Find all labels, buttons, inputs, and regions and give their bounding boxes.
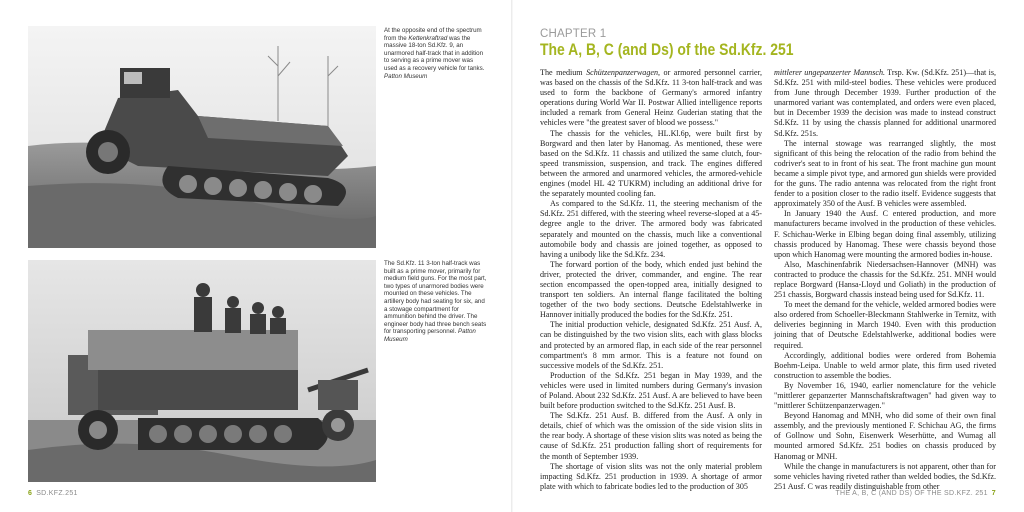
folio-right	[835, 490, 996, 497]
running-head: SD.KFZ.251	[36, 490, 78, 497]
photo-sdkfz-11	[28, 260, 376, 482]
body-paragraph	[774, 209, 996, 259]
caption-text-2: was the massive 18-ton Sd.Kfz. 9, an unarmored half-track that in addition to serving as a prime mover was used as a recovery vehicle for tanks.	[384, 34, 485, 72]
paragraph-text: Accordingly, additional bodies were ordered from Bohemia Boehm-Leipa. Unable to weld armor plate, this firm used riveted construction to assemble the bodies.	[774, 350, 996, 380]
photo-icon	[28, 26, 376, 248]
body-column-2	[774, 68, 996, 491]
body-paragraph	[774, 381, 996, 411]
paragraph-text: Also, Maschinenfabrik Niedersachsen-Hannover (MNH) was contracted to produce the chassis for the Sd.Kfz. 251. MNH would replace Borgward (Hansa-Lloyd und Goliath) in the production of 251 chassis, Borgward chassis instead being used for Sd.Kfz. 11.	[774, 259, 996, 300]
body-paragraph	[540, 68, 762, 129]
body-paragraph	[540, 411, 762, 461]
page-number: 7	[991, 490, 996, 497]
caption-text: The Sd.Kfz. 11 3-ton half-track was built as a prime mover, primarily for medium field guns. For the most part, two types of unarmored bodies were mounted on these vehicles. The artillery body had seating for six, and a stowage compartment for ammunition behind the driver. The engineer body had three bench seats for transporting personnel.	[384, 260, 487, 336]
paragraph-text: , or armored personnel carrier, was based on the chassis of the Sd.Kfz. 11 3-ton half-track and was used to form the backbone of Germany's armored infantry operations during World War II. Postwar Allied intelligence reports included a remark from General Heinz Guderian stating that the vehicles were "the greatest saver of blood we possess."	[540, 68, 762, 128]
photo-credit: Patton Museum	[384, 72, 428, 80]
body-paragraph	[540, 129, 762, 200]
paragraph-italic: Schützenpanzerwagen	[586, 68, 659, 77]
running-head: THE A, B, C (AND DS) OF THE SD.KFZ. 251	[835, 490, 988, 497]
body-paragraph	[774, 462, 996, 492]
body-paragraph	[774, 260, 996, 300]
paragraph-text: As compared to the Sd.Kfz. 11, the steering mechanism of the Sd.Kfz. 251 differed, with the steering wheel reverse-sloped at a 45-degree angle to the driver. The armored body was fabricated separately and mounted on the chassis, much like a conventional automobile body and chassis are joined together, as opposed to having a unibody like the Sd.Kfz. 234.	[540, 199, 762, 259]
paragraph-text: In January 1940 the Ausf. C entered production, and more manufacturers became involved in the production of these vehicles. F. Schichau-Werke in Elbing began doing final assembly, utilizing chassis produced by Hanomag. These were chassis beyond those upon which Hanomag were mounting the armored bodies in-house.	[774, 209, 996, 259]
paragraph-text: The internal stowage was rearranged slightly, the most significant of this being the relocation of the radio from behind the codriver's seat to in front of his seat. The front machine gun mount became a simple pivot type, and armored gun shields were provided for the guns. The radio antenna was relocated from the right front fender to a position closer to the radio itself. Evidence suggests that approximately 350 of the Ausf. B vehicles were assembled.	[774, 138, 996, 209]
folio-left	[28, 490, 78, 497]
body-paragraph	[774, 351, 996, 381]
paragraph-text: To meet the demand for the vehicle, welded armored bodies were also ordered from Schoeller-Bleckmann Stahlwerke in Ternitz, with deliveries beginning in March 1940. Even with this production joining that of Deutsche Edelstahlwerke, additional bodies were required.	[774, 300, 996, 350]
chapter-title: The A, B, C (and Ds) of the Sd.Kfz. 251	[540, 40, 794, 59]
photo-sdkfz-9	[28, 26, 376, 248]
paragraph-text: By November 16, 1940, earlier nomenclature for the vehicle "mittlerer gepanzerter Mannschaftskraftwagen" had given way to "mittlerer Schützenpanzerwagen."	[774, 380, 996, 411]
photo-icon	[28, 260, 376, 482]
caption-text: At the opposite end of the spectrum from the	[384, 27, 482, 42]
paragraph-text: The medium	[540, 68, 587, 77]
body-paragraph	[540, 462, 762, 492]
chapter-label: CHAPTER 1	[540, 28, 607, 40]
photo-credit: Patton Museum	[384, 328, 476, 343]
paragraph-text: The initial production vehicle, designated Sd.Kfz. 251 Ausf. A, can be distinguished by the two vision slits, each with glass blocks and protected by an armored flap, in each side of the rear personnel compartment's 8 mm armor. This is a feature not found on successive models of the Sd.Kfz. 251.	[540, 320, 762, 370]
page-number: 6	[28, 490, 33, 497]
paragraph-text: While the change in manufacturers is not apparent, other than for some vehicles having riveted rather than welded bodies, the Sd.Kfz. 251 Ausf. C was readily distinguishable from other	[774, 461, 996, 491]
paragraph-italic: mittlerer ungepanzerter Mannsch.	[774, 68, 886, 77]
body-paragraph	[774, 139, 996, 210]
body-paragraph	[540, 199, 762, 260]
paragraph-text: The chassis for the vehicles, HL.Kl.6p, were built first by Borgward and then later by Hanomag. As mentioned, these were based on the Sd.Kfz. 11 chassis and utilized the same clutch, four-speed transmission, suspension, and track. The engines differed between the armored and unarmored vehicles, the armored-vehicle engines (model HL 42 TUKRM) including an additional drive for the separately mounted cooling fan.	[540, 128, 762, 199]
caption-italic: Kettenkraftrad	[408, 34, 448, 42]
body-paragraph	[540, 320, 762, 370]
paragraph-text: The shortage of vision slits was not the only material problem impacting Sd.Kfz. 251 production in 1939. A shortage of armor plate with which to fabricate bodies led to the production of 305	[540, 461, 762, 491]
body-paragraph	[540, 260, 762, 321]
body-column-1	[540, 68, 762, 491]
body-paragraph	[774, 68, 996, 139]
paragraph-text: The Sd.Kfz. 251 Ausf. B. differed from the Ausf. A only in details, chief of which was the omission of the side vision slits in the rear body. A shortage of these vision slits was noted as being the cause of Sd.Kfz. 251 production falling short of requirements for the month of September 1939.	[540, 411, 762, 461]
body-paragraph	[540, 371, 762, 411]
caption-sdkfz-9	[384, 27, 488, 80]
paragraph-text: Beyond Hanomag and MNH, who did some of their own final assembly, and the previously mentioned F. Schichau AG, the firms of Gollnow und Sohn, Eisenwerk Weserhütte, and Wumag all mounted armored Sd.Kfz. 251 bodies on chassis produced by Hanomag or MNH.	[774, 411, 996, 461]
body-paragraph	[774, 300, 996, 350]
body-paragraph	[774, 411, 996, 461]
paragraph-text: Production of the Sd.Kfz. 251 began in May 1939, and the vehicles were used in limited numbers during Germany's invasion of Poland. About 232 Sd.Kfz. 251 Ausf. A are believed to have been built before production switched to the Sd.Kfz. 251 Ausf. B.	[540, 370, 762, 411]
paragraph-text: The forward portion of the body, which ended just behind the driver, protected the driver, commander, and engine. The rear section encompassed the open-topped area, initially designed to transport ten soldiers. An internal flange facilitated the bolting together of the two body sections. Deutsche Edelstahlwerke in Hannover initially produced the bodies for the Sd.Kfz. 251.	[540, 259, 762, 320]
caption-sdkfz-11	[384, 260, 488, 344]
paragraph-text: Trsp. Kw. (Sd.Kfz. 251)—that is, Sd.Kfz. 251 with mild-steel bodies. These vehicles were produced from June through December 1939. Further production of the unarmored variant was contemplated, and orders were even placed, but in December 1939 the decision was made to instead construct Sd.Kfz. 11 by using the chassis planned for additional unarmored Sd.Kfz. 251s.	[774, 68, 996, 138]
right-page	[512, 0, 1024, 512]
